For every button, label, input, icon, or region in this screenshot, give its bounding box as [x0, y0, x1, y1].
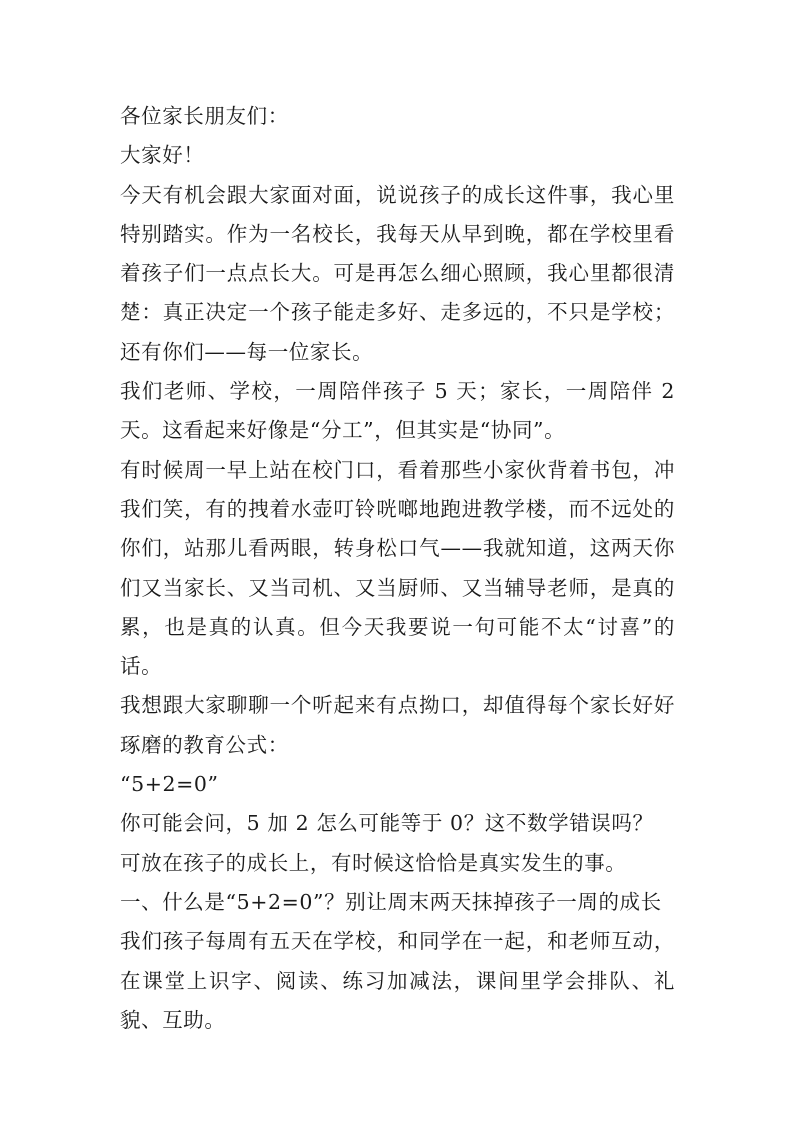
- paragraph-school-week: 我们孩子每周有五天在学校，和同学在一起，和老师互动，在课堂上识字、阅读、练习加减法，课间里学会排队、礼貌、互助。: [120, 929, 675, 1032]
- section-heading-1: 一、什么是“5+2=0”？别让周末两天抹掉孩子一周的成长: [120, 889, 662, 914]
- formula: “5+2=0”: [120, 772, 219, 797]
- paragraph-formula-intro: 我想跟大家聊聊一个听起来有点拗口，却值得每个家长好好琢磨的教育公式：: [120, 693, 675, 757]
- document-page: [120, 97, 675, 1040]
- paragraph-question: 你可能会问，5 加 2 怎么可能等于 0？这不数学错误吗？: [120, 811, 654, 836]
- paragraph-intro: 今天有机会跟大家面对面，说说孩子的成长这件事，我心里特别踏实。作为一名校长，我每天从早到晚，都在学校里看着孩子们一点点长大。可是再怎么细心照顾，我心里都很清楚：真正决定一个孩子能走多好、走多远的，不只是学校；还有你们——每一位家长。: [120, 182, 675, 364]
- salutation: 各位家长朋友们：: [120, 104, 289, 128]
- paragraph-reality: 可放在孩子的成长上，有时候这恰恰是真实发生的事。: [120, 850, 627, 875]
- greeting: 大家好！: [120, 143, 205, 168]
- paragraph-monday-morning: 有时候周一早上站在校门口，看着那些小家伙背着书包，冲我们笑，有的拽着水壶叮铃咣啷地跑进教学楼，而不远处的你们，站那儿看两眼，转身松口气——我就知道，这两天你们又当家长、又当司机、又当厨师、又当辅导老师，是真的累，也是真的认真。但今天我要说一句可能不太“讨喜”的话。: [120, 457, 675, 679]
- paragraph-division: 我们老师、学校，一周陪伴孩子 5 天；家长，一周陪伴 2 天。这看起来好像是“分工”，但其实是“协同”。: [120, 379, 675, 443]
